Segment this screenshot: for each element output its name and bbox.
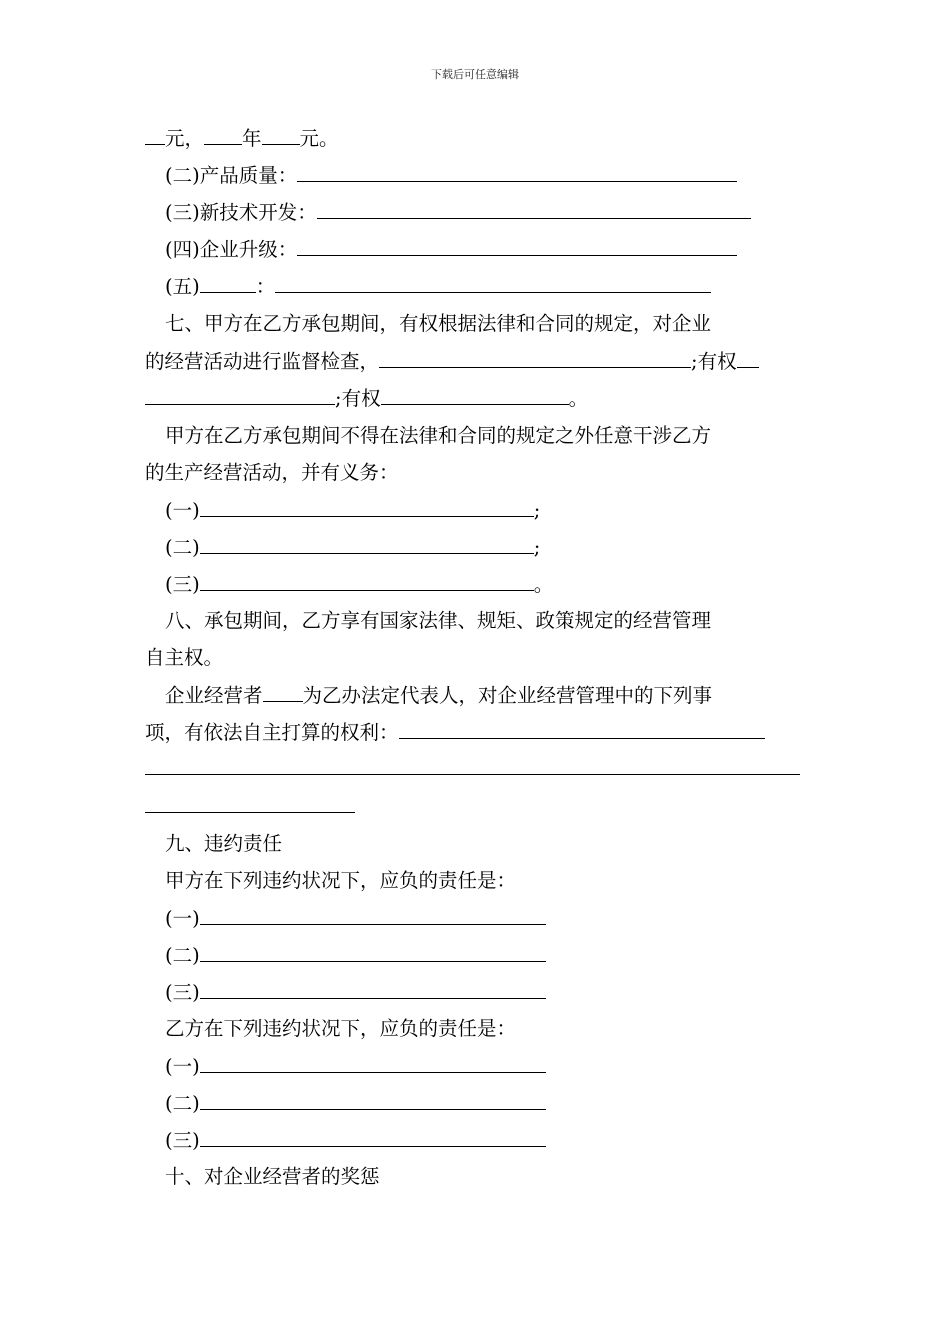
blank-field[interactable] — [200, 1052, 546, 1073]
text: (三)新技术开发： — [165, 201, 317, 224]
blank-field[interactable] — [200, 533, 534, 554]
text: (二) — [165, 1092, 200, 1115]
party-b-liability: 乙方在下列违约状况下，应负的责任是： — [165, 1017, 517, 1040]
text: 为乙办法定代表人，对企业经营管理中的下列事 — [302, 684, 713, 707]
clause-nine: 九、违约责任 — [165, 832, 283, 855]
blank-field[interactable] — [145, 811, 355, 813]
blank-field[interactable] — [297, 235, 737, 256]
blank-field[interactable] — [399, 718, 765, 739]
line-upgrade — [165, 235, 737, 263]
text: 企业经营者 — [165, 684, 263, 707]
blank-field[interactable] — [200, 978, 546, 999]
party-a-item-two — [165, 941, 546, 969]
text: (四)企业升级： — [165, 238, 298, 261]
blank-field[interactable] — [200, 496, 534, 517]
blank-field[interactable] — [275, 272, 711, 293]
text: (一) — [165, 907, 200, 930]
blank-field[interactable] — [200, 1126, 546, 1147]
text: ： — [255, 275, 276, 298]
party-a-item-one — [165, 904, 546, 932]
line-fee — [145, 124, 339, 152]
text: (一) — [165, 499, 200, 522]
blank-field[interactable] — [204, 124, 242, 145]
text: 的经营活动进行监督检查， — [145, 350, 380, 373]
text: 年 — [242, 127, 262, 150]
text: (五) — [165, 275, 200, 298]
blank-field[interactable] — [200, 570, 534, 591]
party-b-item-one — [165, 1052, 546, 1080]
paragraph-obligations: 的生产经营活动，并有义务： — [145, 461, 399, 484]
blank-field[interactable] — [262, 124, 300, 145]
clause-eight-cont: 自主权。 — [145, 646, 224, 669]
paragraph-no-interference: 甲方在乙方承包期间不得在法律和合同的规定之外任意干涉乙方 — [165, 424, 712, 447]
blank-field[interactable] — [145, 384, 335, 405]
line-product-quality — [165, 161, 737, 189]
text: 元， — [165, 127, 205, 150]
line-new-tech — [165, 198, 751, 226]
blank-field[interactable] — [145, 773, 800, 775]
text: (三) — [165, 1129, 200, 1152]
blank-field[interactable] — [145, 124, 165, 145]
blank-field[interactable] — [263, 681, 303, 702]
blank-field[interactable] — [200, 1089, 546, 1110]
text: (二)产品质量： — [165, 164, 298, 187]
text: ; — [533, 499, 541, 522]
line-supervise — [145, 347, 759, 375]
text: 。 — [533, 573, 554, 596]
blank-field[interactable] — [379, 347, 691, 368]
party-b-item-three — [165, 1126, 546, 1154]
clause-seven: 七、甲方在乙方承包期间，有权根据法律和合同的规定，对企业 — [165, 312, 712, 335]
blank-field[interactable] — [200, 272, 256, 293]
party-b-item-two — [165, 1089, 546, 1117]
line-autonomy — [145, 718, 765, 746]
obligation-three — [165, 570, 553, 598]
line-five — [165, 272, 711, 300]
obligation-one — [165, 496, 540, 524]
text: 。 — [568, 387, 589, 410]
text: 项，有依法自主打算的权利： — [145, 721, 399, 744]
blank-field[interactable] — [297, 161, 737, 182]
text: (二) — [165, 536, 200, 559]
text: (一) — [165, 1055, 200, 1078]
text: (三) — [165, 573, 200, 596]
text: ;有权 — [335, 387, 381, 410]
text: (二) — [165, 944, 200, 967]
text: ; — [533, 536, 541, 559]
clause-ten: 十、对企业经营者的奖惩 — [165, 1165, 380, 1188]
obligation-two — [165, 533, 540, 561]
blank-field[interactable] — [737, 347, 759, 368]
blank-field[interactable] — [200, 941, 546, 962]
blank-field[interactable] — [381, 384, 569, 405]
party-a-liability: 甲方在下列违约状况下，应负的责任是： — [165, 869, 517, 892]
clause-eight: 八、承包期间，乙方享有国家法律、规矩、政策规定的经营管理 — [165, 609, 712, 632]
blank-field[interactable] — [317, 198, 751, 219]
text: (三) — [165, 981, 200, 1004]
line-legal-rep — [165, 681, 712, 709]
party-a-item-three — [165, 978, 546, 1006]
page-header: 下载后可任意编辑 — [431, 68, 519, 81]
text: 元。 — [299, 127, 339, 150]
line-rights — [145, 384, 588, 412]
blank-field[interactable] — [200, 904, 546, 925]
text: ;有权 — [691, 350, 737, 373]
